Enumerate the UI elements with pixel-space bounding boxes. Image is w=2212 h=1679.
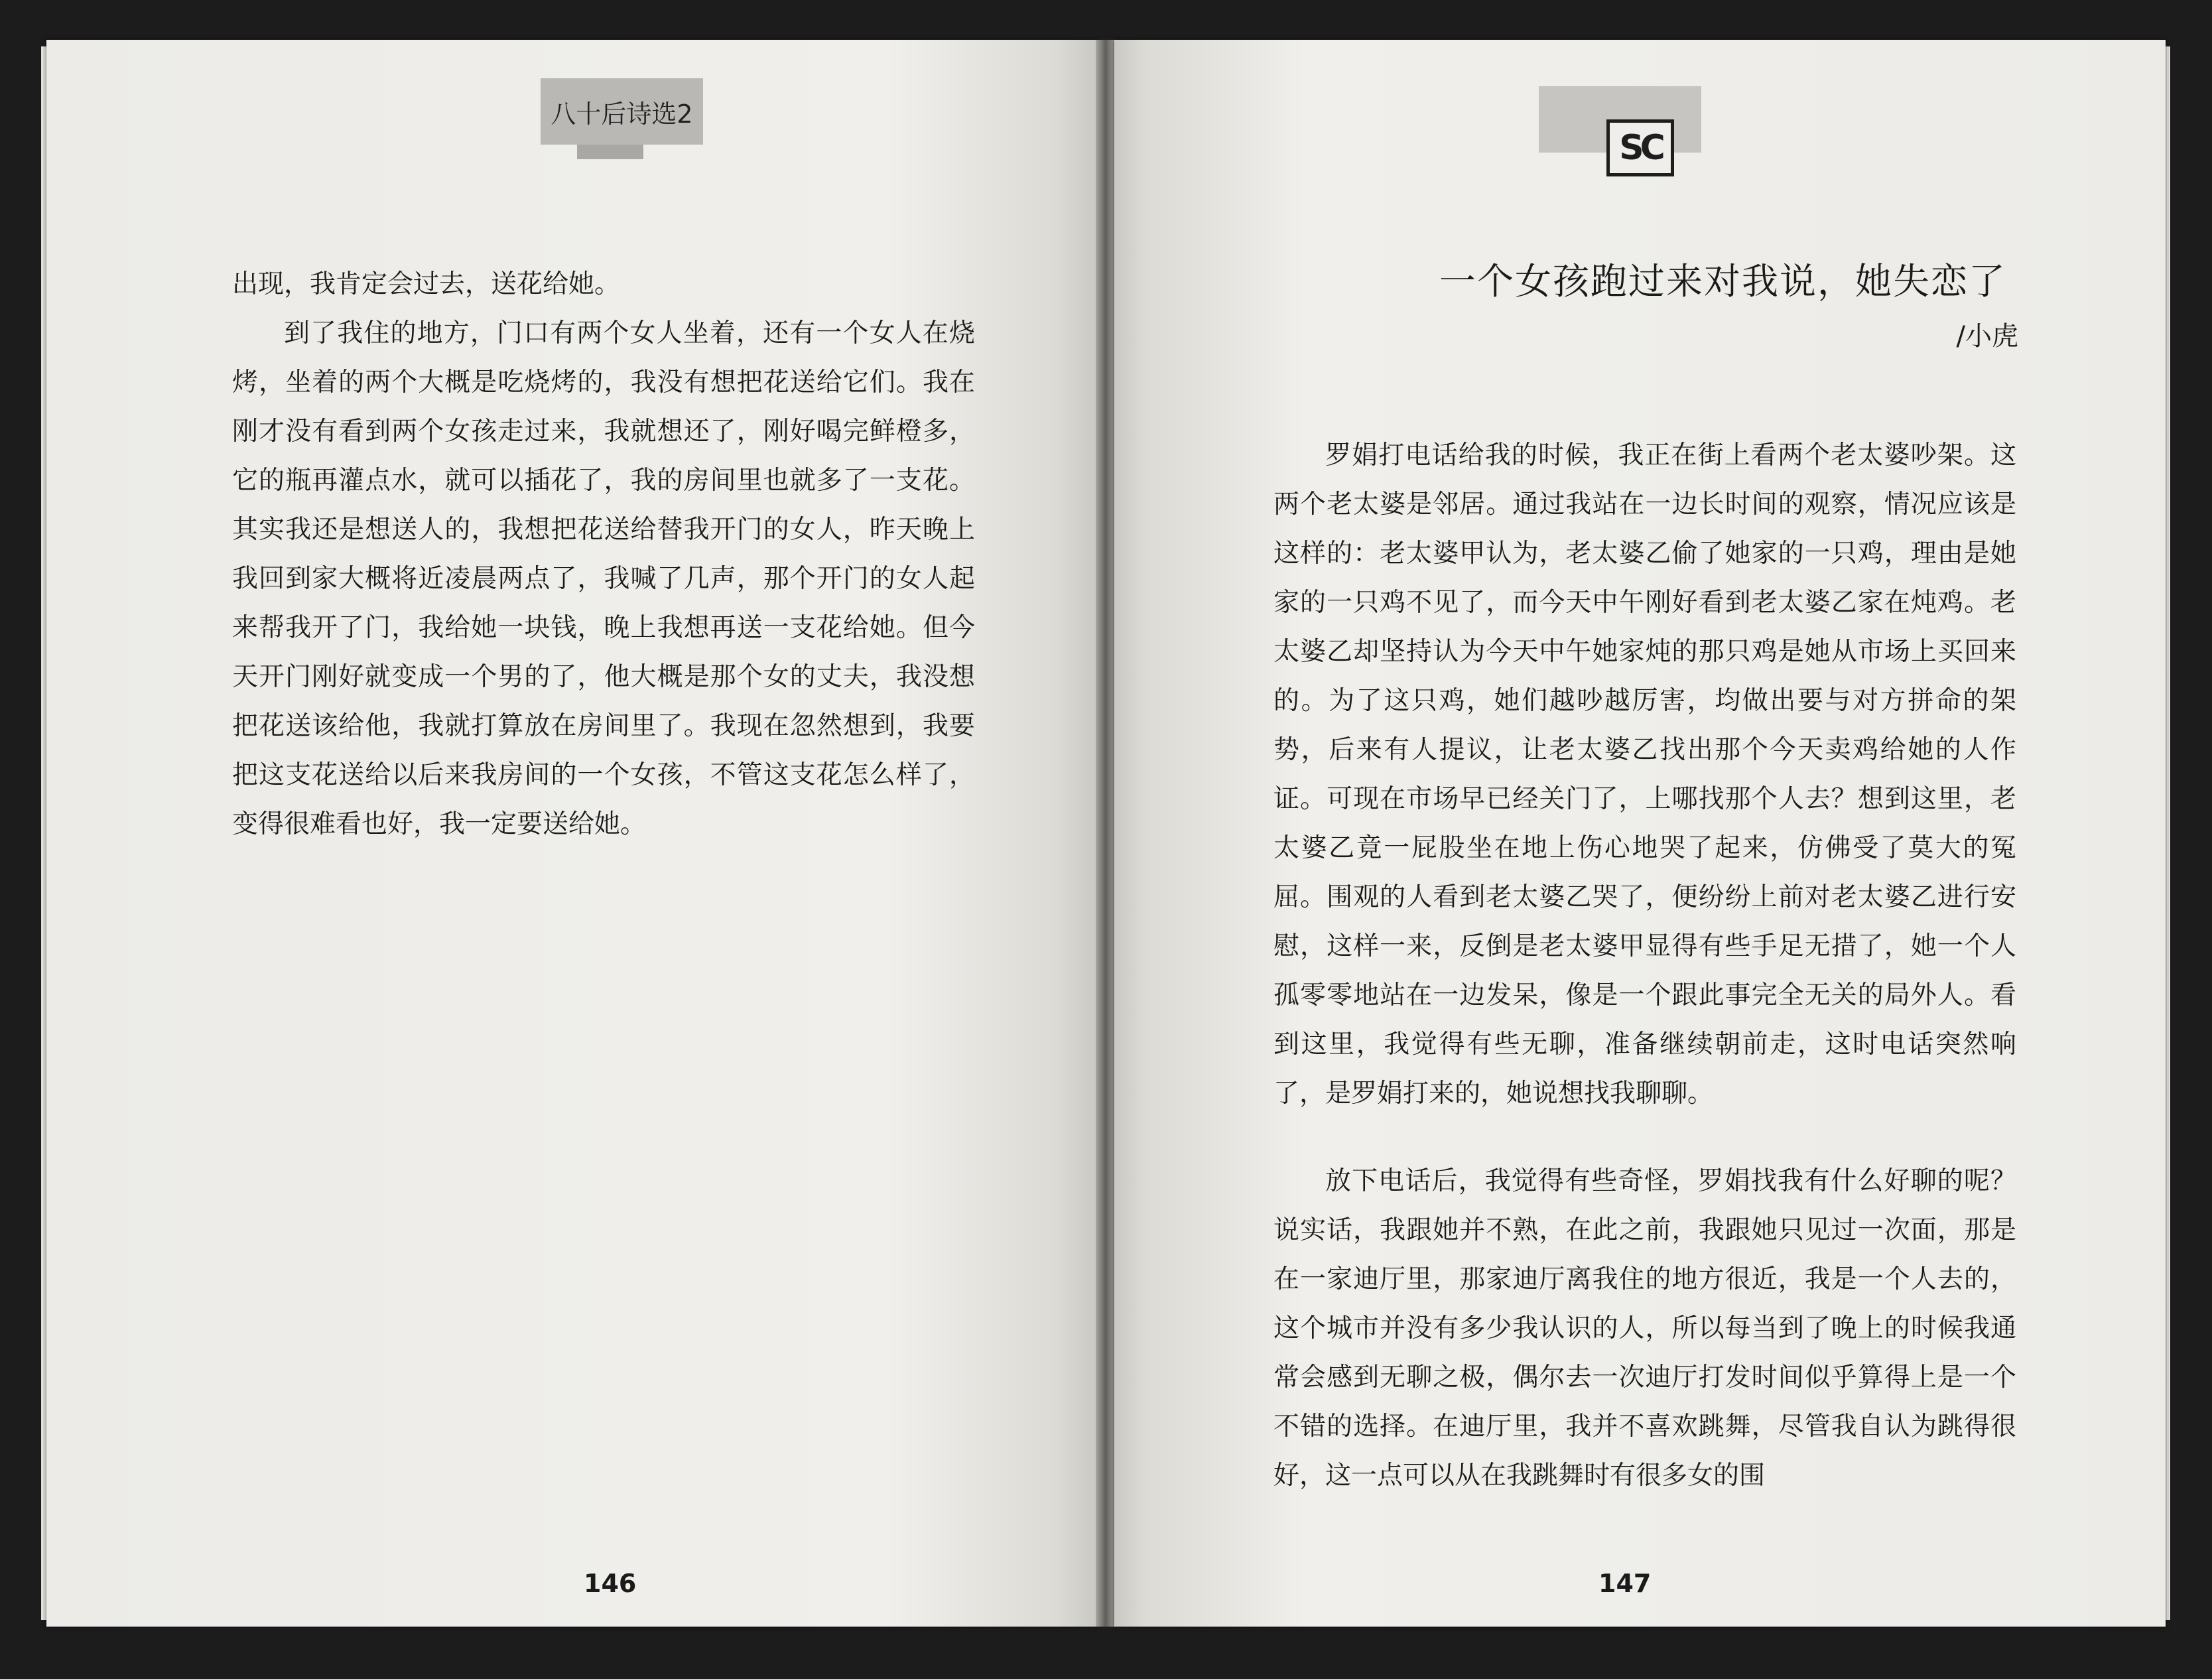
paragraph: 放下电话后，我觉得有些奇怪，罗娟找我有什么好聊的呢？说实话，我跟她并不熟，在此之前，我跟她只见过一次面，那是在一家迪厅里，那家迪厅离我住的地方很近，我是一个人去的，这个城市并没有多少我认识的人，所以每当到了晚上的时候我通常会感到无聊之极，偶尔去一次迪厅打发时间似乎算得上是一个不错的选择。在迪厅里，我并不喜欢跳舞，尽管我自认为跳得很好，这一点可以从在我跳舞时有很多女的围: [1273, 1166, 2016, 1491]
right-page: [1114, 40, 2166, 1627]
book-gutter: [1096, 40, 1116, 1627]
chapter-title: 一个女孩跑过来对我说，她失恋了: [1439, 260, 2006, 302]
publisher-logo-icon: SC: [1606, 119, 1674, 176]
author-byline: /小虎: [1956, 321, 2018, 352]
paragraph: 到了我住的地方，门口有两个女人坐着，还有一个女人在烧烤，坐着的两个大概是吃烧烤的，我没有想把花送给它们。我在刚才没有看到两个女孩走过来，我就想还了，刚好喝完鲜橙多，它的瓶再灌点水，就可以插花了，我的房间里也就多了一支花。其实我还是想送人的，我想把花送给替我开门的女人，昨天晚上我回到家大概将近凌晨两点了，我喊了几声，那个开门的女人起来帮我开了门，我给她一块钱，晚上我想再送一支花给她。但今天开门刚好就变成一个男的了，他大概是那个女的丈夫，我没想把花送该给他，我就打算放在房间里了。我现在忽然想到，我要把这支花送给以后来我房间的一个女孩，不管这支花怎么样了，变得很难看也好，我一定要送给她。: [232, 318, 975, 839]
left-page: [46, 40, 1098, 1627]
running-header: 八十后诗选2: [541, 78, 703, 145]
paragraph: 罗娟打电话给我的时候，我正在街上看两个老太婆吵架。这两个老太婆是邻居。通过我站在一边长时间的观察，情况应该是这样的：老太婆甲认为，老太婆乙偷了她家的一只鸡，理由是她家的一只鸡不见了，而今天中午刚好看到老太婆乙家在炖鸡。老太婆乙却坚持认为今天中午她家炖的那只鸡是她从市场上买回来的。为了这只鸡，她们越吵越厉害，均做出要与对方拼命的架势，后来有人提议，让老太婆乙找出那个今天卖鸡给她的人作证。可现在市场早已经关门了，上哪找那个人去？想到这里，老太婆乙竟一屁股坐在地上伤心地哭了起来，仿佛受了莫大的冤屈。围观的人看到老太婆乙哭了，便纷纷上前对老太婆乙进行安慰，这样一来，反倒是老太婆甲显得有些手足无措了，她一个人孤零零地站在一边发呆，像是一个跟此事完全无关的局外人。看到这里，我觉得有些无聊，准备继续朝前走，这时电话突然响了，是罗娟打来的，她说想找我聊聊。: [1273, 440, 2016, 1108]
page-number: 146: [584, 1569, 637, 1598]
paragraph: 出现，我肯定会过去，送花给她。: [232, 269, 621, 299]
header-shadow: [577, 143, 643, 159]
right-body-text: [1273, 431, 2016, 1501]
left-body-text: [232, 260, 975, 849]
page-number: 147: [1598, 1569, 1652, 1598]
